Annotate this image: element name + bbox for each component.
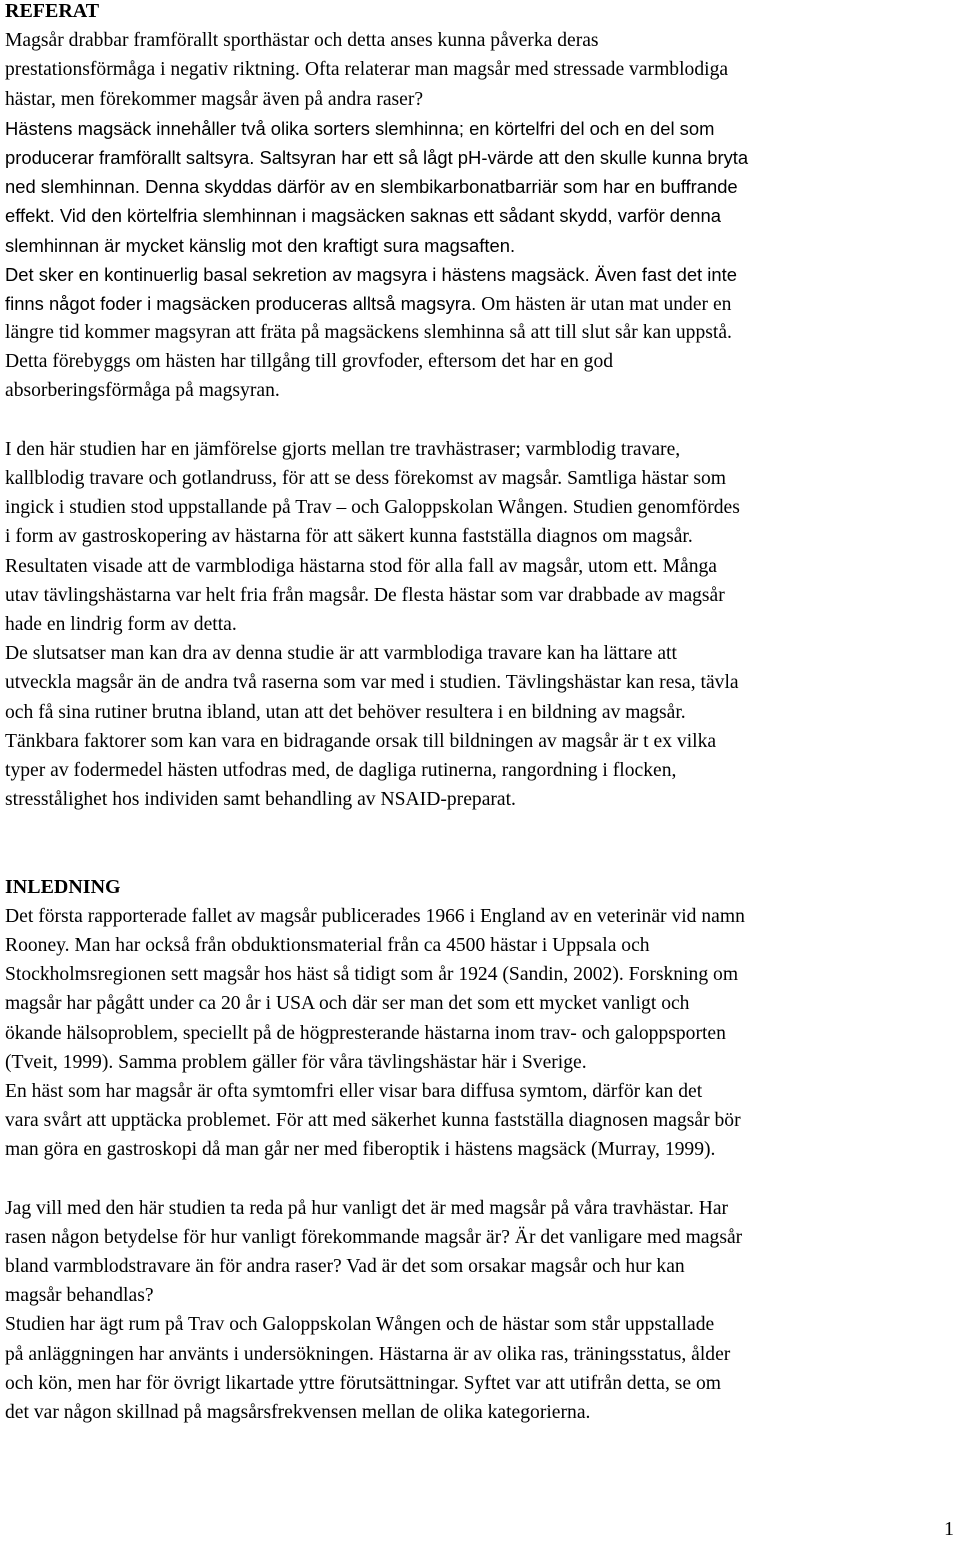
text-run: Om hästen är utan mat under en: [476, 293, 732, 315]
text-run: rasen någon betydelse för hur vanligt förekommande magsår är? Är det vanligare med magsår: [5, 1226, 743, 1248]
text-run: hästar, men förekommer magsår även på andra raser?: [5, 88, 424, 110]
text-run: i form av gastroskopering av hästarna för att säkert kunna fastställa diagnos om magsår.: [5, 526, 693, 548]
text-run: man göra en gastroskopi då man går ner med fiberoptik i hästens magsäck (Murray, 1999).: [5, 1139, 716, 1161]
text-run: ökande hälsoproblem, speciellt på de högpresterande hästarna inom trav- och galoppsporten: [5, 1022, 726, 1044]
text-line: [5, 960, 957, 989]
text-run: Detta förebyggs om hästen har tillgång till grovfoder, eftersom det har en god: [5, 351, 614, 373]
text-line: [5, 668, 957, 697]
paragraph-gap: [5, 1165, 957, 1194]
text-line: [5, 231, 957, 260]
page-number: 1: [944, 1518, 954, 1540]
text-run: Magsår drabbar framförallt sporthästar och detta anses kunna påverka deras: [5, 30, 599, 52]
text-line: [5, 522, 957, 551]
text-line: [5, 318, 957, 347]
paragraph-gap: [5, 406, 957, 435]
text-line: [5, 114, 957, 143]
text-run: utveckla magsår än de andra två raserna som var med i studien. Tävlingshästar kan resa, tävla: [5, 672, 739, 694]
text-line: [5, 347, 957, 376]
text-run: och kön, men har för övrigt likartade yttre förutsättningar. Syftet var att utifrån detta, se om: [5, 1372, 722, 1394]
text-run: Hästens magsäck innehåller två olika sorters slemhinna; en körtelfri del och en del som: [5, 117, 715, 139]
text-line: [5, 552, 957, 581]
text-run: Vid den körtelfria slemhinnan i magsäcken saknas ett sådant skydd, varför denna: [54, 205, 721, 227]
text-run: typer av fodermedel hästen utfodras med, de dagliga rutinerna, rangordning i flocken,: [5, 759, 677, 781]
text-line: [5, 581, 957, 610]
text-run: ned slemhinnan.: [5, 176, 140, 198]
document-page: [5, 0, 957, 1427]
text-line: [5, 1369, 957, 1398]
text-run: producerar framförallt saltsyra.: [5, 146, 255, 168]
text-line: [5, 902, 957, 931]
text-run: kallblodig travare och gotlandruss, för att se dess förekomst av magsår. Samtliga hästar som: [5, 468, 726, 489]
text-line: [5, 1194, 957, 1223]
text-run: vara svårt att upptäcka problemet. För att med säkerhet kunna fastställa diagnosen magsår bör: [5, 1110, 741, 1132]
text-run: Jag vill med den här studien ta reda på hur vanligt det är med magsår på våra travhästar. Har: [5, 1197, 729, 1219]
text-line: [5, 289, 957, 318]
text-run: hade en lindrig form av detta.: [5, 613, 237, 635]
inledning-body: [5, 902, 957, 1427]
text-run: Denna skyddas därför av en slembikarbonatbarriär som har en buffrande: [139, 176, 738, 198]
text-line: [5, 172, 957, 201]
text-run: prestationsförmåga i negativ riktning. Ofta relaterar man magsår med stressade varmblodiga: [5, 59, 729, 81]
text-line: [5, 639, 957, 668]
text-line: [5, 1135, 957, 1164]
text-run: finns något foder i magsäcken produceras alltså magsyra.: [5, 292, 477, 314]
text-line: [5, 698, 957, 727]
text-run: Det första rapporterade fallet av magsår publicerades 1966 i England av en veterinär vid namn: [5, 905, 745, 927]
text-run: på anläggningen har använts i undersökningen. Hästarna är av olika ras, träningsstatus, ålder: [5, 1343, 731, 1365]
text-line: [5, 1281, 957, 1310]
text-line: [5, 727, 957, 756]
text-run: bland varmblodstravare än för andra raser? Vad är det som orsakar magsår och hur kan: [5, 1256, 685, 1278]
text-line: [5, 1048, 957, 1077]
text-line: [5, 85, 957, 114]
text-line: [5, 1252, 957, 1281]
text-run: magsår har pågått under ca 20 år i USA och där ser man det som ett mycket vanligt och: [5, 993, 690, 1015]
text-line: [5, 1340, 957, 1369]
text-line: [5, 143, 957, 172]
text-line: [5, 756, 957, 785]
text-run: Studien har ägt rum på Trav och Galoppskolan Wången och de hästar som står uppstallade: [5, 1314, 715, 1336]
text-line: [5, 435, 957, 464]
text-line: [5, 1106, 957, 1135]
text-run: De slutsatser man kan dra av denna studie är att varmblodiga travare kan ha lättare att: [5, 643, 677, 665]
text-run: (Tveit, 1999). Samma problem gäller för våra tävlingshästar här i Sverige.: [5, 1051, 587, 1073]
text-run: ingick i studien stod uppstallande på Trav – och Galoppskolan Wången. Studien genomfördes: [5, 497, 740, 519]
text-line: [5, 610, 957, 639]
text-line: [5, 376, 957, 405]
text-run: det var någon skillnad på magsårsfrekvensen mellan de olika kategorierna.: [5, 1402, 591, 1423]
referat-body: [5, 26, 957, 814]
text-line: [5, 26, 957, 55]
text-run: utav tävlingshästarna var helt fria från magsår. De flesta hästar som var drabbade av magsår: [5, 584, 725, 606]
text-line: [5, 931, 957, 960]
text-line: [5, 493, 957, 522]
text-line: [5, 1310, 957, 1339]
text-run: Saltsyran har ett så lågt pH-värde att den skulle kunna bryta: [254, 146, 749, 168]
text-run: stresstålighet hos individen samt behandling av NSAID-preparat.: [5, 789, 516, 811]
text-run: och få sina rutiner brutna ibland, utan att det behöver resultera i en bildning av magsår.: [5, 701, 686, 723]
text-line: [5, 785, 957, 814]
section-heading-inledning: INLEDNING: [5, 875, 121, 898]
text-run: Rooney. Man har också från obduktionsmaterial från ca 4500 hästar i Uppsala och: [5, 935, 650, 956]
text-run: Det sker en kontinuerlig basal sekretion av magsyra i hästens magsäck.: [5, 263, 590, 285]
text-line: [5, 201, 957, 230]
text-line: [5, 55, 957, 84]
section-heading-referat: REFERAT: [5, 0, 100, 22]
text-run: längre tid kommer magsyran att fräta på magsäckens slemhinna så att till slut sår kan uppstå.: [5, 322, 732, 344]
text-run: effekt.: [5, 205, 55, 227]
text-line: [5, 989, 957, 1018]
text-run: absorberingsförmåga på magsyran.: [5, 380, 280, 402]
text-line: [5, 1398, 957, 1427]
text-line: [5, 1077, 957, 1106]
text-run: Tänkbara faktorer som kan vara en bidragande orsak till bildningen av magsår är t ex vilka: [5, 730, 717, 752]
text-line: [5, 1019, 957, 1048]
text-run: magsår behandlas?: [5, 1285, 154, 1307]
text-run: Även fast det inte: [589, 263, 737, 285]
text-line: [5, 1223, 957, 1252]
text-run: Stockholmsregionen sett magsår hos häst så tidigt som år 1924 (Sandin, 2002). Forskning om: [5, 964, 739, 986]
text-run: Resultaten visade att de varmblodiga hästarna stod för alla fall av magsår, utom ett. Många: [5, 555, 717, 577]
text-run: En häst som har magsår är ofta symtomfri eller visar bara diffusa symtom, därför kan det: [5, 1080, 703, 1102]
text-run: slemhinnan är mycket känslig mot den kraftigt sura magsaften.: [5, 234, 516, 256]
text-line: [5, 464, 957, 493]
text-run: I den här studien har en jämförelse gjorts mellan tre travhästraser; varmblodig travare,: [5, 438, 681, 460]
text-line: [5, 260, 957, 289]
